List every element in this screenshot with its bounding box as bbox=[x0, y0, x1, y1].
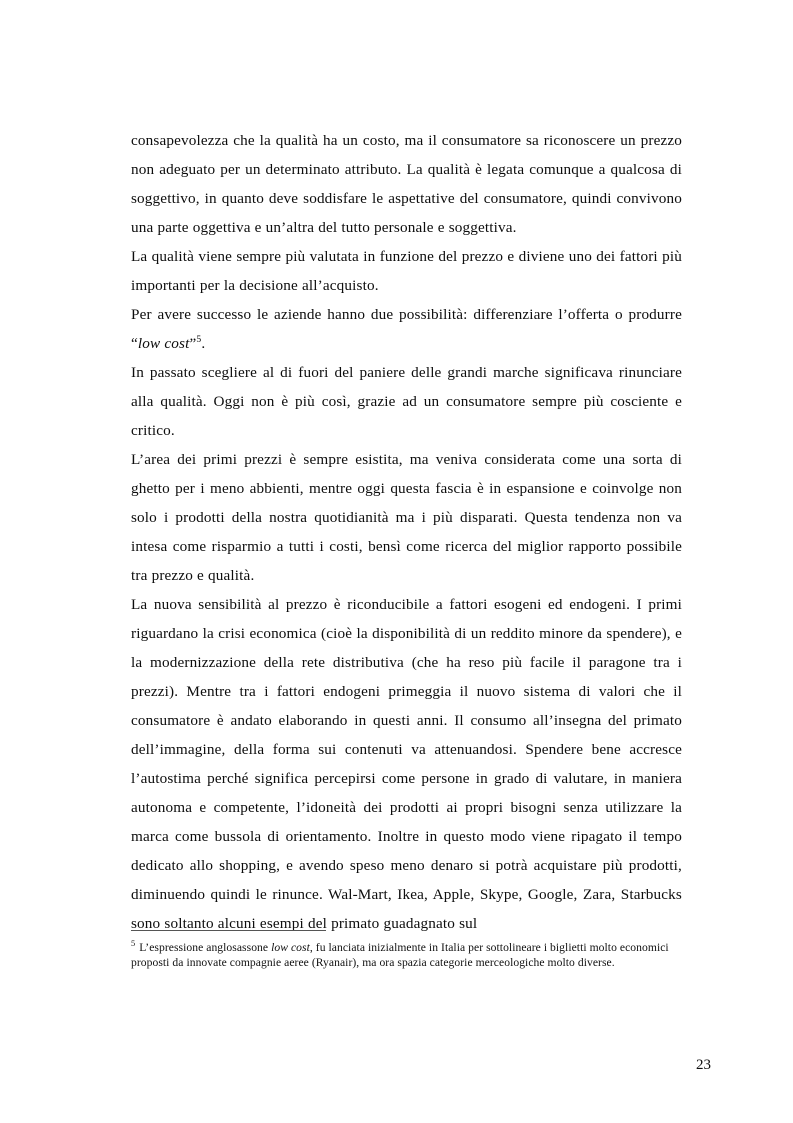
footnote-separator-rule bbox=[131, 930, 326, 931]
footnote-low-cost-italic-term: low cost bbox=[271, 941, 310, 954]
footnote-5 bbox=[131, 940, 682, 970]
paragraph-6: La nuova sensibilità al prezzo è riconducibile a fattori esogeni ed endogeni. I primi riguardano la crisi economica (cioè la disponibilità di un reddito minore da spendere), e la modernizzazione della rete distributiva (che ha reso più facile il paragone tra i prezzi). Mentre tra i fattori endogeni primeggia il nuovo sistema di valori che il consumatore è andato elaborando in questi anni. Il consumo all’insegna del primato dell’immagine, della forma sui contenuti va attenuandosi. Spendere bene accresce l’autostima perché significa percepirsi come persone in grado di valutare, in maniera autonoma e competente, l’idoneità dei prodotti ai propri bisogni senza utilizzare la marca come bussola di orientamento. Inoltre in questo modo viene ripagato il tempo dedicato allo shopping, e avendo speso meno denaro si potrà acquistare più prodotti, diminuendo quindi le rinunce. Wal-Mart, Ikea, Apple, Skype, Google, Zara, Starbucks sono soltanto alcuni esempi del primato guadagnato sul bbox=[131, 596, 682, 932]
footnote-marker-5: 5 bbox=[131, 939, 136, 949]
footnote-text-lead: L’espressione anglosassone bbox=[136, 941, 272, 954]
paragraph-2: La qualità viene sempre più valutata in funzione del prezzo e diviene uno dei fattori più importanti per la decisione all’acquisto. bbox=[131, 248, 682, 294]
paragraph-3-quote-close: ” bbox=[189, 335, 197, 352]
page-number: 23 bbox=[696, 1057, 711, 1073]
paragraph-3-lead: Per avere successo le aziende hanno due possibilità: differenziare l’offerta o produrre “ bbox=[131, 306, 682, 352]
low-cost-italic-term: low cost bbox=[137, 335, 190, 352]
footnote-block bbox=[131, 930, 682, 970]
paragraph-5: L’area dei primi prezzi è sempre esistita, ma veniva considerata come una sorta di ghetto per i meno abbienti, mentre oggi questa fascia è in espansione e coinvolge non solo i prodotti della nostra quotidianità ma i più disparati. Questa tendenza non va intesa come risparmio a tutti i costi, bensì come ricerca del miglior rapporto possibile tra prezzo e qualità. bbox=[131, 451, 682, 584]
body-text-column bbox=[131, 126, 682, 938]
paragraph-1: consapevolezza che la qualità ha un costo, ma il consumatore sa riconoscere un prezzo non adeguato per un determinato attributo. La qualità è legata comunque a qualcosa di soggettivo, in quanto deve soddisfare le aspettative del consumatore, quindi convivono una parte oggettiva e un’altra del tutto personale e soggettiva. bbox=[131, 132, 682, 236]
footnote-text-tail: , fu lanciata inizialmente in Italia per sottolineare i biglietti molto economici proposti da innovate compagnie aeree (Ryanair), ma ora spazia categorie merceologiche molto diverse. bbox=[131, 941, 669, 970]
paragraph-3 bbox=[131, 300, 682, 358]
footnote-reference-5: 5 bbox=[196, 333, 202, 345]
paragraph-4: In passato scegliere al di fuori del paniere delle grandi marche significava rinunciare alla qualità. Oggi non è più così, grazie ad un consumatore sempre più cosciente e critico. bbox=[131, 364, 682, 439]
paragraph-3-period: . bbox=[201, 335, 206, 352]
